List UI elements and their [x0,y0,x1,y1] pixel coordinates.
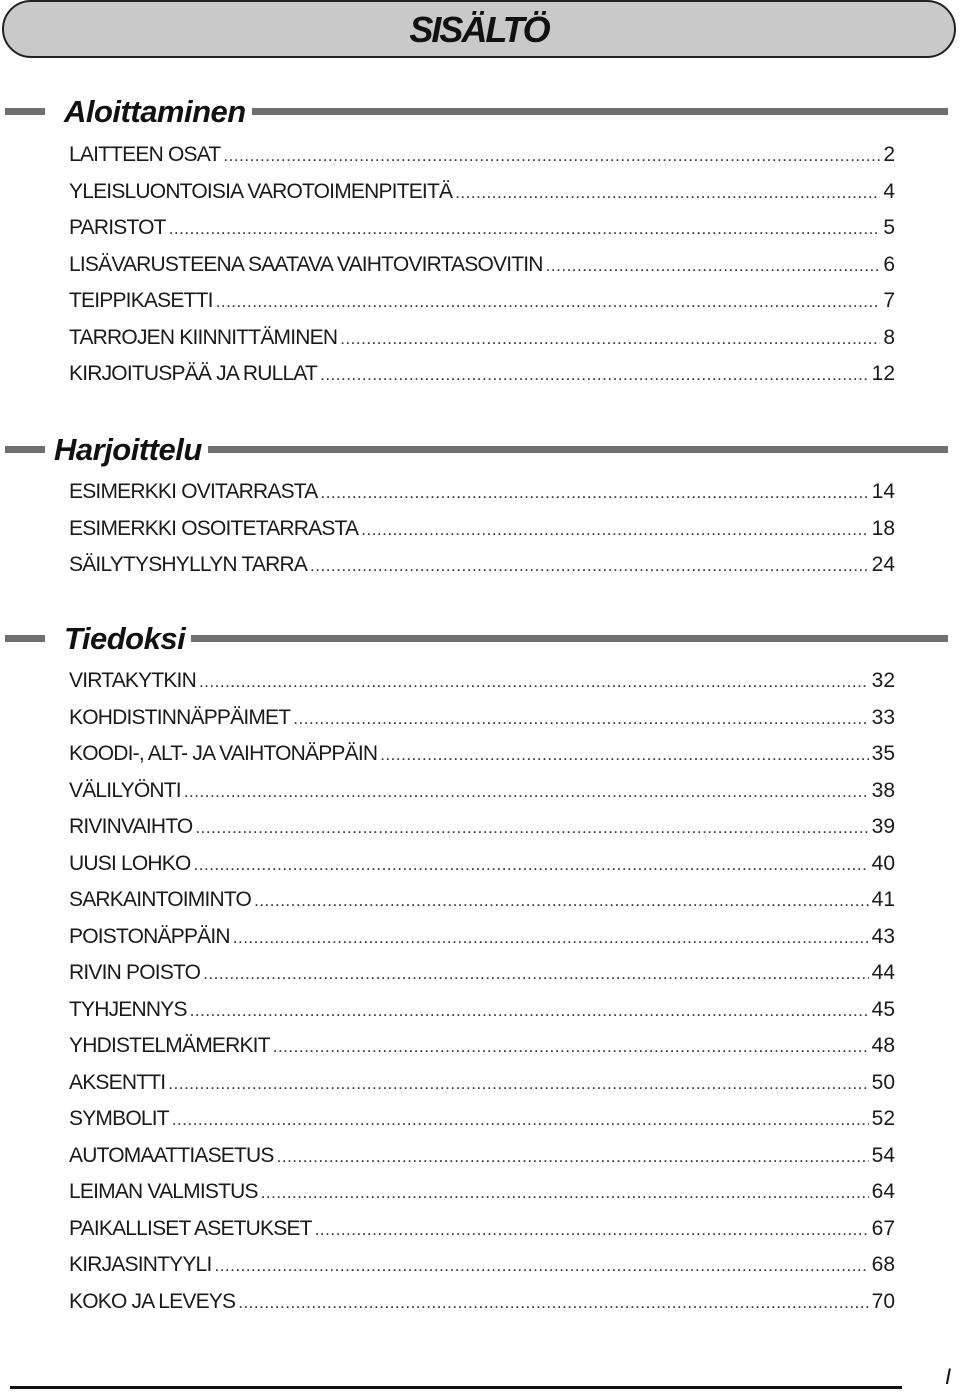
dot-leader [320,357,869,394]
toc-entry-page: 12 [871,362,895,385]
dot-leader [273,1029,869,1066]
toc-entry-label: SYMBOLIT [69,1107,169,1130]
toc-entry[interactable] [69,992,895,1029]
toc-entry-page: 50 [871,1070,895,1094]
section-title: Aloittaminen [64,94,246,129]
toc-entry-page: 33 [871,705,895,729]
dot-leader [223,138,880,175]
toc-entry[interactable] [69,474,895,511]
toc-entry-label: TEIPPIKASETTI [69,289,213,312]
toc-entry-label: KOHDISTINNÄPPÄIMET [69,705,291,729]
dot-leader [199,664,869,701]
toc-entry-label: ESIMERKKI OVITARRASTA [69,480,318,503]
toc-entry[interactable] [69,773,895,810]
dot-leader [315,1212,869,1249]
toc-list-tiedoksi [69,663,895,1320]
toc-entry-label: KOODI-, ALT- JA VAIHTONÄPPÄIN [69,742,378,765]
heading-rule-right [208,446,948,453]
toc-entry[interactable] [69,1284,895,1321]
toc-entry-page: 14 [871,480,895,503]
toc-entry-page: 68 [871,1253,895,1276]
dot-leader [194,847,869,884]
dot-leader [169,211,881,248]
toc-entry-page: 70 [871,1289,895,1313]
toc-entry-page: 48 [871,1034,895,1057]
toc-entry-page: 35 [871,742,895,765]
toc-entry-label: LISÄVARUSTEENA SAATAVA VAIHTOVIRTASOVITIN [69,252,543,276]
toc-entry-label: YHDISTELMÄMERKIT [69,1034,270,1057]
toc-list-harjoittelu [69,474,895,584]
toc-entry-label: PARISTOT [69,216,166,239]
toc-entry-page: 4 [883,179,895,203]
toc-entry-page: 64 [871,1180,895,1203]
dot-leader [233,920,869,957]
toc-entry-label: KOKO JA LEVEYS [69,1289,236,1313]
dot-leader [216,284,881,321]
dot-leader [320,475,868,512]
toc-entry-page: 44 [871,961,895,984]
toc-entry-label: PAIKALLISET ASETUKSET [69,1216,312,1240]
dot-leader [293,701,868,738]
toc-entry[interactable] [69,1211,895,1248]
dot-leader [261,1175,869,1212]
toc-entry[interactable] [69,1101,895,1138]
heading-rule-right [252,108,948,115]
toc-entry[interactable] [69,955,895,992]
toc-entry-label: VÄLILYÖNTI [69,778,181,802]
dot-leader [254,883,869,920]
dot-leader [277,1139,869,1176]
toc-entry-page: 5 [883,216,895,239]
toc-entry[interactable] [69,882,895,919]
dot-leader [195,810,868,847]
section-heading-aloittaminen [0,90,960,134]
toc-entry[interactable] [69,809,895,846]
heading-rule-left [5,108,45,115]
toc-entry[interactable] [69,663,895,700]
toc-entry[interactable] [69,1138,895,1175]
toc-entry-page: 39 [871,815,895,838]
title-banner [2,0,956,58]
toc-entry-page: 38 [871,778,895,802]
toc-entry-label: VIRTAKYTKIN [69,669,196,692]
toc-entry-page: 7 [883,289,895,312]
toc-entry-page: 24 [871,553,895,576]
toc-entry-label: LAITTEEN OSAT [69,143,221,166]
dot-leader [238,1285,868,1322]
dot-leader [380,737,868,774]
toc-entry-label: SÄILYTYSHYLLYN TARRA [69,553,308,576]
toc-entry-label: TYHJENNYS [69,997,187,1021]
toc-entry[interactable] [69,356,895,393]
toc-entry-label: SARKAINTOIMINTO [69,888,252,911]
toc-entry-page: 8 [883,325,895,349]
dot-leader [310,548,869,585]
dot-leader [546,248,881,285]
toc-entry-page: 52 [871,1107,895,1130]
toc-entry-page: 6 [883,252,895,276]
toc-entry[interactable] [69,736,895,773]
toc-entry-page: 41 [871,888,895,911]
toc-entry[interactable] [69,210,895,247]
toc-entry-page: 18 [871,516,895,540]
toc-entry[interactable] [69,547,895,584]
toc-entry[interactable] [69,320,895,357]
toc-entry-label: AUTOMAATTIASETUS [69,1143,274,1167]
footer-rule [10,1386,902,1389]
dot-leader [361,512,868,549]
section-heading-harjoittelu [0,428,960,472]
dot-leader [168,1066,868,1103]
toc-entry[interactable] [69,1065,895,1102]
toc-entry[interactable] [69,700,895,737]
toc-entry[interactable] [69,283,895,320]
page-title: SISÄLTÖ [409,9,549,50]
dot-leader [190,993,869,1030]
toc-entry[interactable] [69,846,895,883]
toc-entry-page: 43 [871,924,895,948]
toc-entry-page: 40 [871,851,895,875]
toc-entry-label: KIRJASINTYYLI [69,1253,212,1276]
toc-entry-label: RIVIN POISTO [69,961,201,984]
toc-entry[interactable] [69,247,895,284]
toc-entry[interactable] [69,1028,895,1065]
toc-entry-page: 54 [871,1143,895,1167]
toc-entry[interactable] [69,1247,895,1284]
toc-entry-label: UUSI LOHKO [69,851,191,875]
toc-list-aloittaminen [69,137,895,393]
section-heading-tiedoksi [0,617,960,661]
toc-entry-label: YLEISLUONTOISIA VAROTOIMENPITEITÄ [69,179,453,203]
toc-entry-page: 45 [871,997,895,1021]
dot-leader [455,175,880,212]
toc-entry-label: LEIMAN VALMISTUS [69,1180,258,1203]
dot-leader [203,956,868,993]
toc-entry[interactable] [69,919,895,956]
dot-leader [172,1102,869,1139]
dot-leader [214,1248,868,1285]
toc-entry-label: AKSENTTI [69,1070,166,1094]
toc-entry-label: ESIMERKKI OSOITETARRASTA [69,516,359,540]
toc-entry-page: 67 [871,1216,895,1240]
toc-entry-label: RIVINVAIHTO [69,815,193,838]
heading-rule-left [5,635,45,642]
toc-entry-label: POISTONÄPPÄIN [69,924,230,948]
section-title: Harjoittelu [54,432,202,467]
heading-rule-left [5,446,45,453]
toc-entry-label: TARROJEN KIINNITTÄMINEN [69,325,338,349]
toc-entry-page: 32 [871,669,895,692]
toc-entry[interactable] [69,1174,895,1211]
toc-entry[interactable] [69,174,895,211]
page-number: I [945,1364,952,1389]
toc-entry[interactable] [69,137,895,174]
dot-leader [184,774,869,811]
toc-entry-page: 2 [883,143,895,166]
dot-leader [340,321,880,358]
toc-entry-label: KIRJOITUSPÄÄ JA RULLAT [69,362,318,385]
section-title: Tiedoksi [64,621,186,656]
heading-rule-right [191,635,948,642]
toc-entry[interactable] [69,511,895,548]
